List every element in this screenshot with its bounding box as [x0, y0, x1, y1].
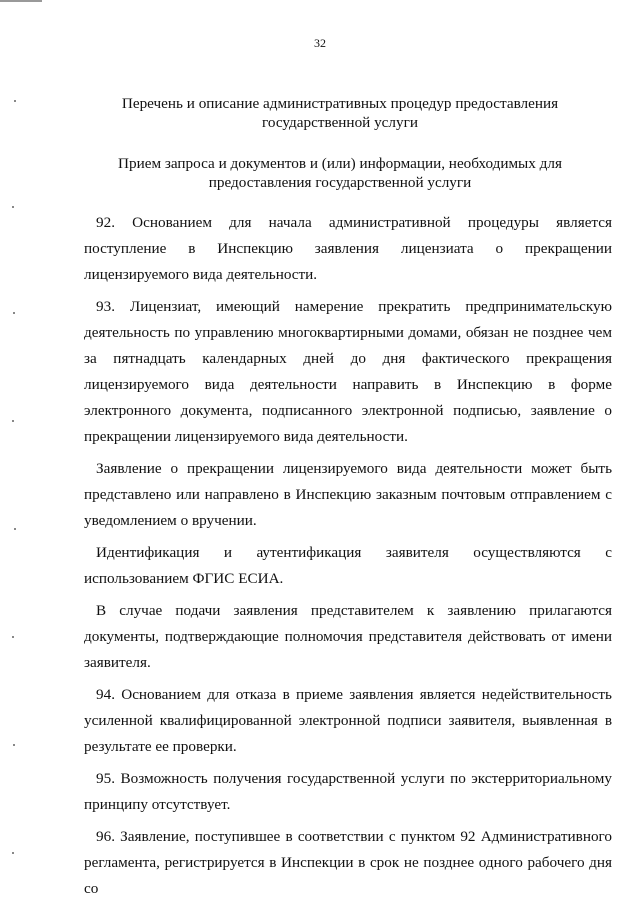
scan-edge-mark	[0, 0, 42, 2]
paragraph-93-identification: Идентификация и аутентификация заявителя осуществляются с использованием ФГИС ЕСИА.	[84, 544, 612, 587]
paragraph-93-notice: Заявление о прекращении лицензируемого вида деятельности может быть представлено или направлено в Инспекцию заказным почтовым отправлением с уведомлением о вручении.	[84, 460, 612, 529]
scan-margin-dot	[13, 744, 15, 746]
scan-margin-dot	[12, 636, 14, 638]
paragraph-95: 95. Возможность получения государственной услуги по экстерриториальному принципу отсутствует.	[84, 770, 612, 813]
page-number: 32	[314, 36, 326, 50]
paragraph-92: 92. Основанием для начала административной процедуры является поступление в Инспекцию заявления лицензиата о прекращении лицензируемого вида деятельности.	[84, 214, 612, 283]
section-heading-line-2: государственной услуги	[262, 114, 418, 131]
section-heading-line-1: Перечень и описание административных процедур предоставления	[121, 95, 559, 112]
section-heading	[60, 94, 620, 132]
paragraph-94: 94. Основанием для отказа в приеме заявления является недействительность усиленной квалифицированной электронной подписи заявителя, выявленная в результате ее проверки.	[84, 686, 612, 755]
scan-margin-dot	[12, 206, 14, 208]
scan-margin-dot	[14, 100, 16, 102]
paragraph-93: 93. Лицензиат, имеющий намерение прекратить предпринимательскую деятельность по управлению многоквартирными домами, обязан не позднее чем за пятнадцать календарных дней до дня фактического прекращения лицензируемого вида деятельности направить в Инспекцию в форме электронного документа, подписанного электронной подписью, заявление о прекращении лицензируемого вида деятельности.	[84, 298, 612, 445]
subsection-heading	[60, 154, 620, 192]
scan-margin-dot	[13, 312, 15, 314]
paragraph-93-representative: В случае подачи заявления представителем к заявлению прилагаются документы, подтверждающие полномочия представителя действовать от имени заявителя.	[84, 602, 612, 671]
scan-margin-dot	[14, 528, 16, 530]
scan-margin-dot	[12, 420, 14, 422]
subsection-heading-line-2: предоставления государственной услуги	[208, 174, 472, 191]
subsection-heading-line-1: Прием запроса и документов и (или) информации, необходимых для	[118, 155, 562, 172]
scan-margin-dot	[12, 852, 14, 854]
document-body	[84, 210, 612, 902]
paragraph-96: 96. Заявление, поступившее в соответствии с пунктом 92 Административного регламента, регистрируется в Инспекции в срок не позднее одного рабочего дня со	[84, 828, 612, 897]
